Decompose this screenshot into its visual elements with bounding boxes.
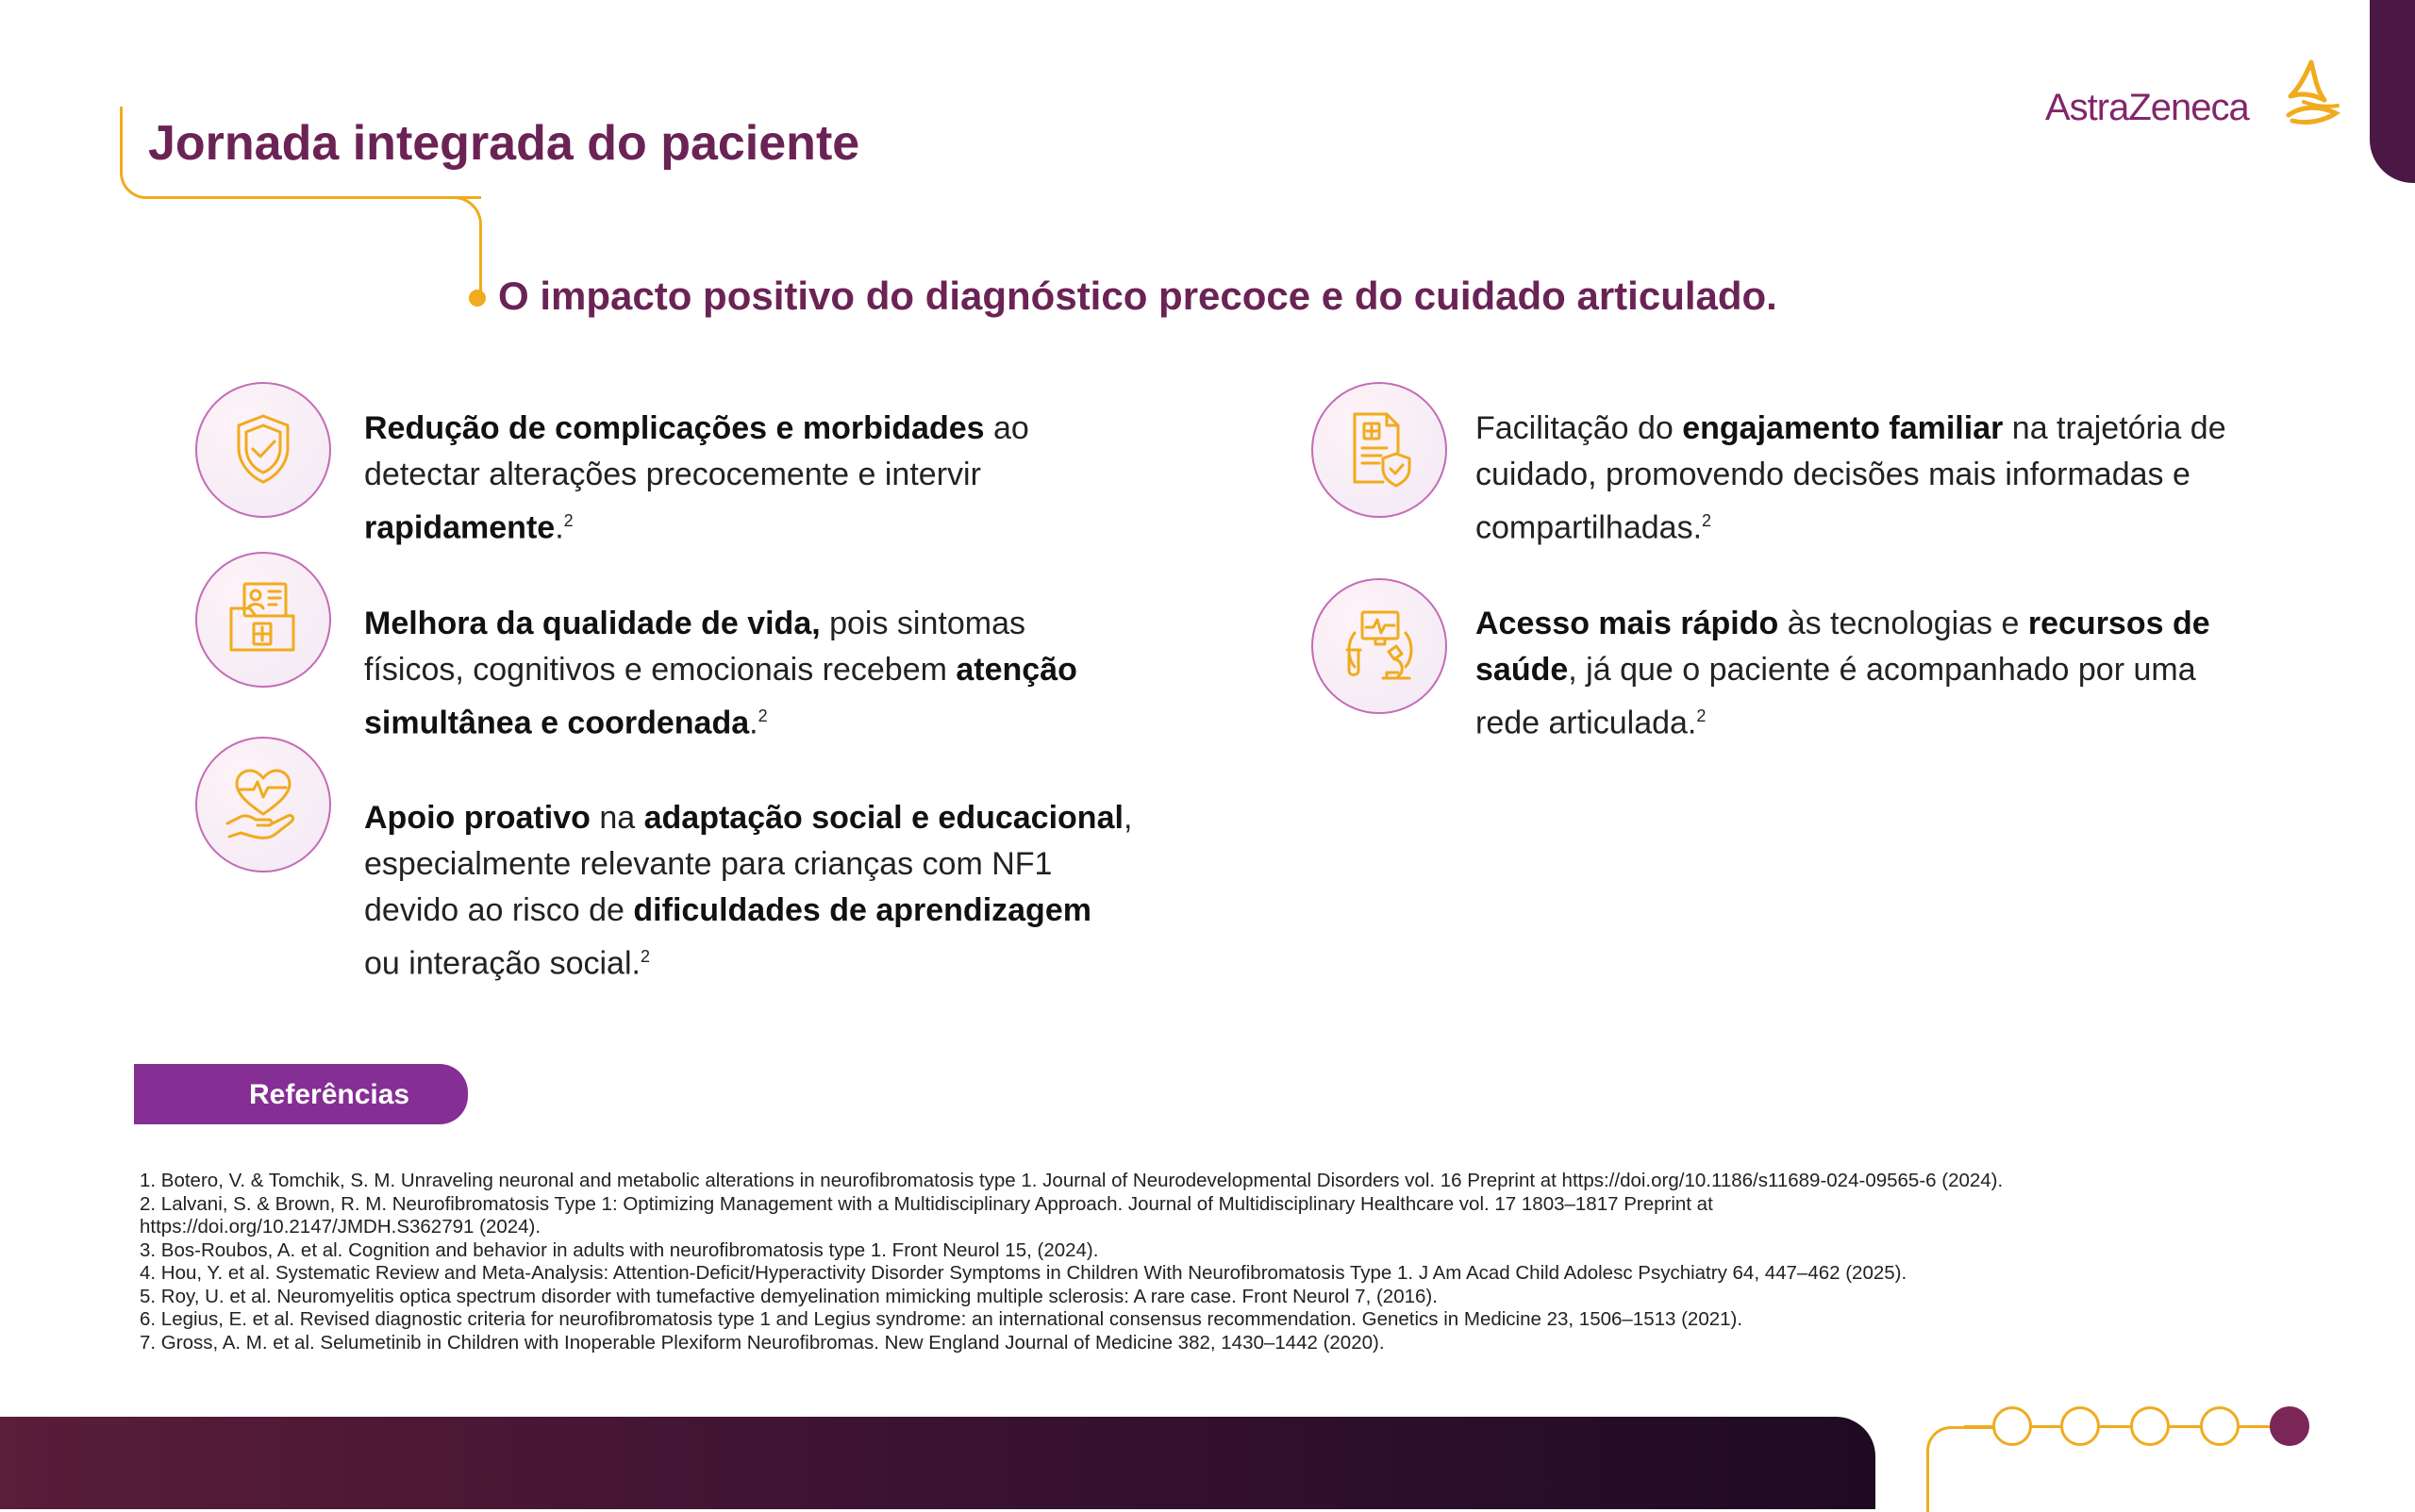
corner-decoration — [2370, 0, 2415, 183]
bullet-item-quality-of-life: Melhora da qualidade de vida, pois sintomas físicos, cognitivos e emocionais recebem atenção simultânea e coordenada.$^2$ — [364, 606, 1077, 741]
logo-text: AstraZeneca — [2045, 87, 2249, 128]
footer-connector-line — [1926, 1426, 2005, 1512]
progress-step-1 — [1992, 1406, 2032, 1446]
reference-item: 4. Hou, Y. et al. Systematic Review and Meta-Analysis: Attention-Deficit/Hyperactivity Disorder Symptoms in Children With Neurofibromatosis Type 1. J Am Acad Child Adolesc Psychiatry 64, 447–462 (2025). — [140, 1262, 1907, 1284]
page-title: Jornada integrada do paciente — [148, 116, 860, 171]
progress-step-4 — [2200, 1406, 2240, 1446]
reference-item: 1. Botero, V. & Tomchik, S. M. Unraveling neuronal and metabolic alterations in neurofibromatosis type 1. Journal of Neurodevelopmental Disorders vol. 16 Preprint at https://doi.org/10.1186/s11689-024-09565-6 (2024). — [140, 1170, 2004, 1191]
shield-check-icon — [195, 382, 331, 518]
bullet-item-family-engagement: Facilitação do engajamento familiar na trajetória de cuidado, promovendo decisões mais informadas e compartilhadas.$^2$ — [1475, 410, 2226, 546]
references-label: Referências — [249, 1079, 410, 1110]
astrazeneca-logo — [2045, 58, 2338, 134]
astrazeneca-swirl-icon — [2279, 58, 2341, 128]
progress-step-5-current — [2270, 1406, 2309, 1446]
heart-in-hand-icon — [195, 737, 331, 872]
bullet-item-complications: Redução de complicações e morbidades ao detectar alterações precocemente e intervir rapidamente.$^2$ — [364, 410, 1029, 546]
reference-item: 5. Roy, U. et al. Neuromyelitis optica spectrum disorder with tumefactive demyelination mimicking multiple sclerosis: A rare case. Front Neurol 7, (2016). — [140, 1285, 1438, 1307]
reference-item: 2. Lalvani, S. & Brown, R. M. Neurofibromatosis Type 1: Optimizing Management with a Multidisciplinary Approach. Journal of Multidisciplinary Healthcare vol. 17 1803–1817 Preprint at — [140, 1192, 1713, 1215]
footer-bar — [0, 1417, 1875, 1509]
reference-item: https://doi.org/10.2147/JMDH.S362791 (2024). — [140, 1216, 541, 1238]
lab-technology-icon — [1311, 578, 1447, 714]
references-tab — [134, 1064, 468, 1124]
reference-item: 3. Bos-Roubos, A. et al. Cognition and behavior in adults with neurofibromatosis type 1. Front Neurol 15, (2024). — [140, 1238, 1099, 1261]
reference-item: 6. Legius, E. et al. Revised diagnostic criteria for neurofibromatosis type 1 and Legius syndrome: an international consensus recommendation. Genetics in Medicine 23, 1506–1513 (2021). — [140, 1308, 1743, 1330]
bullet-item-faster-access: Acesso mais rápido às tecnologias e recursos de saúde, já que o paciente é acompanhado por uma rede articulada.$^2$ — [1475, 606, 2210, 741]
page-subtitle: O impacto positivo do diagnóstico precoce e do cuidado articulado. — [498, 274, 1777, 318]
subtitle-bullet-dot — [469, 290, 486, 307]
progress-step-3 — [2130, 1406, 2170, 1446]
medical-document-shield-icon — [1311, 382, 1447, 518]
reference-item: 7. Gross, A. M. et al. Selumetinib in Children with Inoperable Plexiform Neurofibromas. New England Journal of Medicine 382, 1430–1442 (2020). — [140, 1331, 1385, 1354]
references-list — [140, 1170, 2347, 1354]
subtitle-connector-line — [451, 196, 482, 295]
progress-step-2 — [2060, 1406, 2100, 1446]
bullet-item-proactive-support: Apoio proativo na adaptação social e educacional, especialmente relevante para crianças com NF1 devido ao risco de dificuldades de aprendizagem ou interação social.$^2$ — [364, 800, 1133, 982]
medical-folder-icon — [195, 552, 331, 688]
